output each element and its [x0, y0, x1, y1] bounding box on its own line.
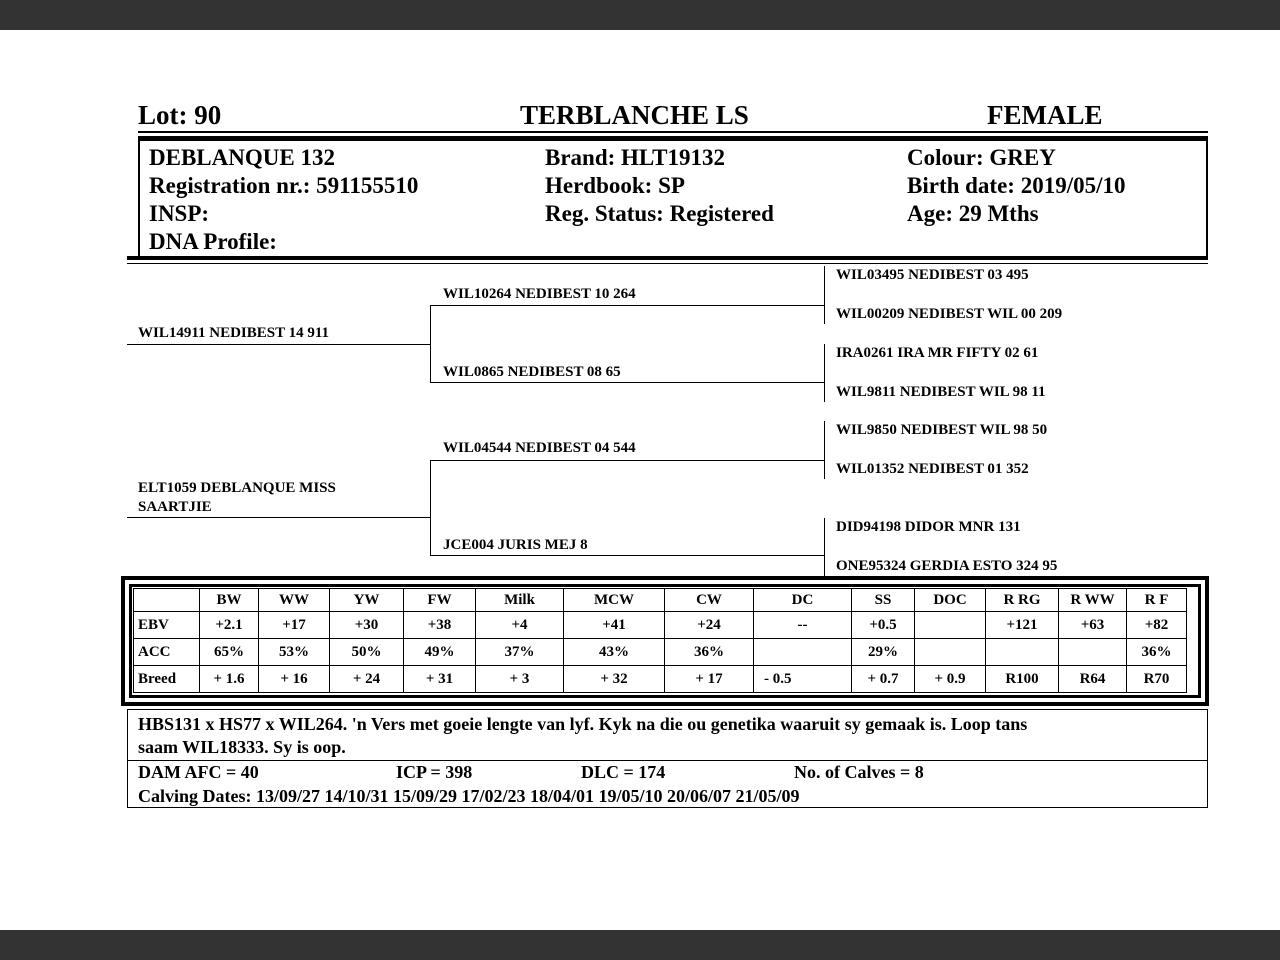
ebv-header-row — [134, 589, 1187, 612]
dd-bracket — [824, 518, 825, 576]
sire-sire-name: WIL10264 NEDIBEST 10 264 — [443, 286, 636, 302]
breed-cell: R70 — [1127, 666, 1187, 693]
acc-cell: 29% — [852, 639, 915, 666]
ebv-cell: +38 — [404, 612, 476, 639]
sire-bracket — [430, 305, 431, 383]
info-rule-thick — [127, 256, 1208, 260]
ebv-header-cell — [134, 589, 200, 612]
ebv-header-cell: CW — [665, 589, 754, 612]
ebv-cell: +0.5 — [852, 612, 915, 639]
acc-cell: 49% — [404, 639, 476, 666]
acc-cell — [754, 639, 852, 666]
ebv-cell: +121 — [986, 612, 1059, 639]
acc-cell: 37% — [476, 639, 564, 666]
sd-bracket — [824, 344, 825, 402]
info-rule-thin — [127, 263, 1208, 264]
icp: ICP = 398 — [396, 762, 473, 782]
comment-line-1: HBS131 x HS77 x WIL264. 'n Vers met goeie lengte van lyf. Kyk na die ou genetika waaruit sy gemaak is. Loop tans — [138, 714, 1028, 734]
breed-cell: - 0.5 — [754, 666, 852, 693]
breed-cell: + 24 — [330, 666, 404, 693]
ebv-header-cell: DC — [754, 589, 852, 612]
breed-cell: R100 — [986, 666, 1059, 693]
dlc: DLC = 174 — [581, 762, 666, 782]
ebv-table — [133, 588, 1187, 693]
dam-name: ELT1059 DEBLANQUE MISS — [138, 480, 336, 496]
breed-cell: + 32 — [564, 666, 665, 693]
ggp-sdd-name: WIL9811 NEDIBEST WIL 98 11 — [836, 384, 1046, 400]
acc-cell: 65% — [200, 639, 259, 666]
ebv-cell: +2.1 — [200, 612, 259, 639]
birth-date: Birth date: 2019/05/10 — [907, 173, 1126, 198]
insp-label: INSP: — [149, 201, 210, 226]
dna-profile-label: DNA Profile: — [149, 229, 277, 254]
ds-line — [430, 460, 825, 461]
ggp-ssd-name: WIL00209 NEDIBEST WIL 00 209 — [836, 306, 1063, 322]
dam-afc: DAM AFC = 40 — [138, 762, 259, 782]
sire-name: WIL14911 NEDIBEST 14 911 — [138, 325, 330, 341]
acc-cell: 36% — [665, 639, 754, 666]
acc-cell — [986, 639, 1059, 666]
ebv-cell: -- — [754, 612, 852, 639]
info-right-border — [1206, 141, 1208, 259]
ebv-row — [134, 612, 1187, 639]
breed-cell: + 0.7 — [852, 666, 915, 693]
seller-name: TERBLANCHE LS — [520, 100, 749, 130]
ebv-header-cell: DOC — [915, 589, 986, 612]
breed-cell: + 3 — [476, 666, 564, 693]
ebv-cell: +30 — [330, 612, 404, 639]
number-of-calves: No. of Calves = 8 — [794, 762, 924, 782]
ss-bracket — [824, 266, 825, 324]
dam-sire-name: WIL04544 NEDIBEST 04 544 — [443, 440, 636, 456]
breed-cell: + 31 — [404, 666, 476, 693]
ebv-header-cell: BW — [200, 589, 259, 612]
breed-cell: + 1.6 — [200, 666, 259, 693]
breed-row — [134, 666, 1187, 693]
dam-dam-name: JCE004 JURIS MEJ 8 — [443, 537, 588, 553]
ggp-dsd-name: WIL01352 NEDIBEST 01 352 — [836, 461, 1029, 477]
ebv-row-label: EBV — [134, 612, 200, 639]
ebv-cell: +24 — [665, 612, 754, 639]
comment-line-2: saam WIL18333. Sy is oop. — [138, 737, 346, 757]
ds-bracket — [824, 421, 825, 479]
top-frame-bar — [0, 0, 1280, 30]
ggp-sss-name: WIL03495 NEDIBEST 03 495 — [836, 267, 1029, 283]
acc-cell: 50% — [330, 639, 404, 666]
ebv-cell: +4 — [476, 612, 564, 639]
ebv-header-cell: R F — [1127, 589, 1187, 612]
lot-number: Lot: 90 — [138, 100, 222, 130]
herdbook: Herdbook: SP — [545, 173, 685, 198]
breed-cell: + 17 — [665, 666, 754, 693]
ebv-header-cell: SS — [852, 589, 915, 612]
acc-cell: 53% — [259, 639, 330, 666]
ss-line — [430, 305, 825, 306]
acc-row — [134, 639, 1187, 666]
dam-name-line2: SAARTJIE — [138, 499, 212, 515]
ebv-cell: +63 — [1059, 612, 1127, 639]
brand: Brand: HLT19132 — [545, 145, 726, 170]
dam-bracket — [430, 460, 431, 556]
animal-sex: FEMALE — [987, 100, 1103, 130]
bottom-frame-bar — [0, 930, 1280, 960]
ebv-cell: +82 — [1127, 612, 1187, 639]
dd-line — [430, 555, 825, 556]
animal-name: DEBLANQUE 132 — [149, 145, 335, 170]
sire-line — [127, 344, 431, 345]
header-rule-thick — [138, 136, 1208, 141]
colour: Colour: GREY — [907, 145, 1056, 170]
header-rule-thin — [138, 131, 1208, 133]
breed-row-label: Breed — [134, 666, 200, 693]
registration-number: Registration nr.: 591155510 — [149, 173, 419, 198]
ebv-cell — [915, 612, 986, 639]
acc-cell — [915, 639, 986, 666]
acc-row-label: ACC — [134, 639, 200, 666]
sd-line — [430, 382, 825, 383]
dam-line — [127, 517, 431, 518]
acc-cell: 43% — [564, 639, 665, 666]
ebv-header-cell: R WW — [1059, 589, 1127, 612]
acc-cell: 36% — [1127, 639, 1187, 666]
ebv-header-cell: FW — [404, 589, 476, 612]
ebv-cell: +17 — [259, 612, 330, 639]
ebv-header-cell: YW — [330, 589, 404, 612]
acc-cell — [1059, 639, 1127, 666]
ebv-header-cell: MCW — [564, 589, 665, 612]
age: Age: 29 Mths — [907, 201, 1039, 226]
ggp-dds-name: DID94198 DIDOR MNR 131 — [836, 519, 1021, 535]
ggp-sds-name: IRA0261 IRA MR FIFTY 02 61 — [836, 345, 1039, 361]
breed-cell: R64 — [1059, 666, 1127, 693]
info-left-border — [138, 141, 140, 259]
breed-cell: + 16 — [259, 666, 330, 693]
sire-dam-name: WIL0865 NEDIBEST 08 65 — [443, 364, 621, 380]
ebv-cell: +41 — [564, 612, 665, 639]
ebv-header-cell: WW — [259, 589, 330, 612]
calving-dates: Calving Dates: 13/09/27 14/10/31 15/09/29 17/02/23 18/04/01 19/05/10 20/06/07 21/05/09 — [138, 786, 800, 806]
ggp-ddd-name: ONE95324 GERDIA ESTO 324 95 — [836, 558, 1058, 574]
ggp-dss-name: WIL9850 NEDIBEST WIL 98 50 — [836, 422, 1048, 438]
breed-cell: + 0.9 — [915, 666, 986, 693]
ebv-header-cell: R RG — [986, 589, 1059, 612]
registration-status: Reg. Status: Registered — [545, 201, 774, 226]
ebv-header-cell: Milk — [476, 589, 564, 612]
